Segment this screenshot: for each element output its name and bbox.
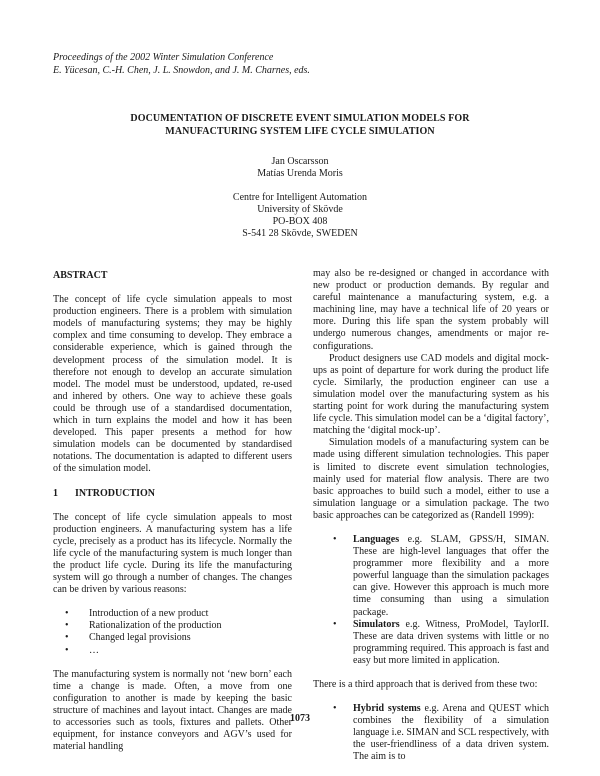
intro-paragraph-1: The concept of life cycle simulation appeals to most production engineers. A manufacturing system has a life cycle, precisely as a product has its lifecycle. Normally the life cycle of the manufacturing system is much longer than the product life cycle. During its life the manufacturing system will go through a number of changes. The changes can be driven by various reasons: xyxy=(53,511,292,596)
reasons-list xyxy=(53,608,292,656)
affiliation-line: S-541 28 Skövde, SWEDEN xyxy=(242,228,358,239)
intro-paragraph-2-continued: may also be re-designed or changed in accordance with new product or production demands. By regular and careful maintenance a manufacturing system, e.g. a machining line, may have a technical life of 20 years or more. During this life span the system probably will undergo numerous changes, amendments or major re-configurations. xyxy=(313,268,549,352)
section-heading-introduction xyxy=(53,488,292,500)
intro-paragraph-4: Simulation models of a manufacturing system can be made using different simulation technologies. This paper is limited to discrete event simulation technologies, mainly used for material flow analysis. There are two basic approaches to build such a model, either to use a simulation language or a simulation package. The two basic approaches can be categorized as (Randell 1999): xyxy=(313,437,549,521)
affiliation-line: University of Skövde xyxy=(257,204,343,215)
title-line-1: DOCUMENTATION OF DISCRETE EVENT SIMULATION MODELS FOR xyxy=(130,113,470,124)
title-line-2: MANUFACTURING SYSTEM LIFE CYCLE SIMULATION xyxy=(165,126,435,137)
approach-term: Languages xyxy=(353,533,400,545)
editors-line: E. Yücesan, C.-H. Chen, J. L. Snowdon, and J. M. Charnes, eds. xyxy=(53,65,310,76)
paper-title xyxy=(0,112,600,138)
list-item xyxy=(313,534,549,619)
abstract-heading: ABSTRACT xyxy=(53,270,108,281)
intro-paragraph-3: Product designers use CAD models and digital mock-ups as point of departure for work during the product life cycle. Similarly, the production engineer can use a simulation model over the manufacturing system as his starting point for work during the manufacturing system life cycle. This simulation model can be a ‘digital factory’, matching the ‘digital mock-up’. xyxy=(313,352,549,437)
section-title: INTRODUCTION xyxy=(75,487,156,499)
approach-term: Hybrid systems xyxy=(353,703,421,715)
approach-text: e.g. SLAM, GPSS/H, SIMAN. These are high-level languages that offer the programmer more flexibility and a more powerful language than the simulation packages can give. However this approach is much more time consuming than using a simulation package. xyxy=(353,533,549,618)
page-number: 1073 xyxy=(290,713,310,724)
list-item xyxy=(313,619,549,667)
list-item: • … xyxy=(53,645,292,657)
approaches-list xyxy=(313,534,549,667)
author-list xyxy=(0,156,600,180)
left-column xyxy=(53,270,292,753)
abstract-text: The concept of life cycle simulation appeals to most production engineers. There is a problem with simulation models of manufacturing systems; they may be highly complex and time consuming to develop. They embrace a considerable experience, which is gained through the development process of the simulation model. It is therefore not enough to develop an accurate simulation model. The model must be understood, updated, re-used and inhered by others. One way to achieve these goals could be through use of a standardised documentation, which in turn explains the model and how it has been developed. This paper presents a method for how simulation models can be documented by standardised notations. The documentation is adapted to different users of the simulation model. xyxy=(53,294,292,475)
author-name: Jan Oscarsson xyxy=(271,156,329,167)
right-column xyxy=(313,268,549,764)
affiliation-line: PO-BOX 408 xyxy=(272,216,328,227)
list-item: • Introduction of a new product xyxy=(53,608,292,620)
section-number: 1 xyxy=(53,487,58,499)
approach-text: e.g. Witness, ProModel, TaylorII. These are data driven systems with little or no programming required. This approach is fast and easy but more limited in application. xyxy=(353,618,549,666)
author-name: Matías Urenda Moris xyxy=(257,168,343,179)
intro-paragraph-2: The manufacturing system is normally not ‘new born’ each time a change is made. Often, a move from one configuration to another is made by keeping the basic structure of machines and layout intact. Changes are made to accessories such as tools, fixtures and pallets. Other equipment, for instance conveyors and AGV’s used for material handling xyxy=(53,668,292,753)
proceedings-header xyxy=(53,51,310,77)
approach-term: Simulators xyxy=(353,618,400,630)
list-item: • Changed legal provisions xyxy=(53,632,292,644)
list-item: • Rationalization of the production xyxy=(53,620,292,632)
approach-text: e.g. Arena and QUEST which combines the flexibility of a simulation language i.e. SIMAN and SCL respectively, with the user-friendliness of a data driven system. The aim is to xyxy=(353,703,549,763)
affiliation-line: Centre for Intelligent Automation xyxy=(232,192,368,203)
proceedings-line: Proceedings of the 2002 Winter Simulation Conference xyxy=(53,52,274,63)
affiliation xyxy=(0,192,600,240)
intro-paragraph-5: There is a third approach that is derived from these two: xyxy=(313,679,538,690)
